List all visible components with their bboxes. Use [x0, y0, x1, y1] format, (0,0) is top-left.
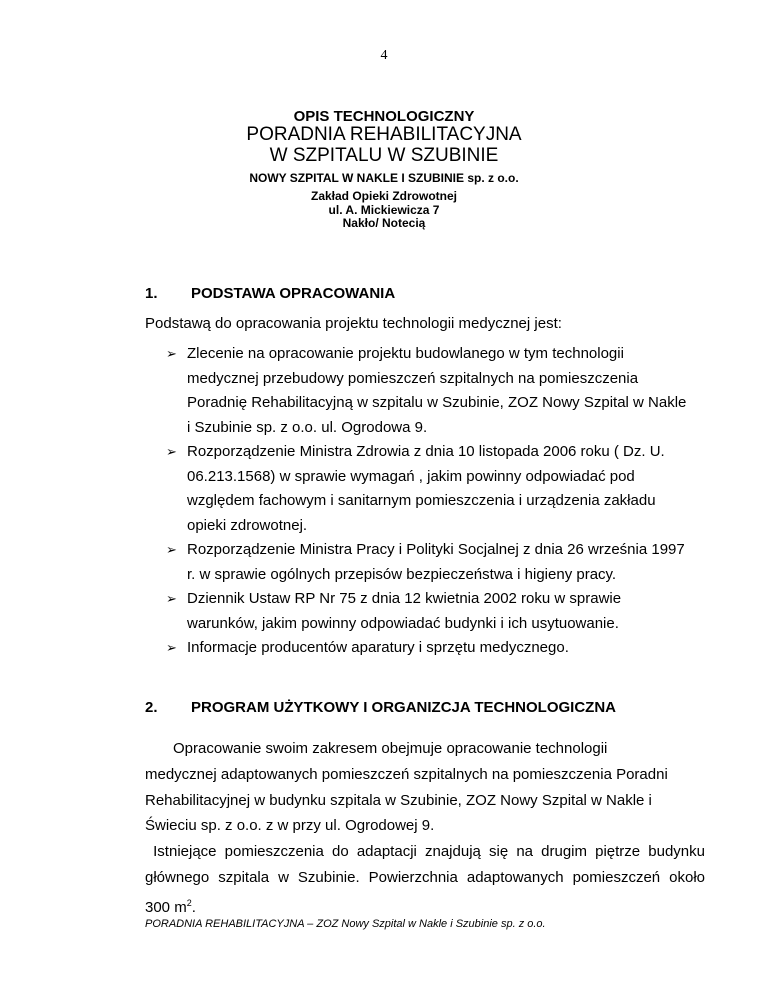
title-line-2: W SZPITALU W SZUBINIE: [269, 145, 499, 166]
paragraph-line: Świeciu sp. z o.o. z w przy ul. Ogrodowej 9.: [145, 817, 435, 835]
arrow-bullet-icon: ➢: [166, 640, 177, 655]
arrow-bullet-icon: ➢: [166, 346, 177, 361]
page-footer: PORADNIA REHABILITACYJNA – ZOZ Nowy Szpital w Nakle i Szubinie sp. z o.o.: [145, 918, 546, 930]
section-1-title: PODSTAWA OPRACOWANIA: [191, 285, 396, 302]
list-item: ➢ Dziennik Ustaw RP Nr 75 z dnia 12 kwietnia 2002 roku w sprawie warunków, jakim powinny odpowiadać budynki i ich usytuowanie.: [166, 587, 706, 636]
list-item: ➢ Rozporządzenie Ministra Pracy i Polityki Socjalnej z dnia 26 września 1997 r. w sprawie ogólnych przepisów bezpieczeństwa i higieny pracy.: [166, 538, 706, 587]
paragraph-line: medycznej adaptowanych pomieszczeń szpitalnych na pomieszczenia Poradni: [145, 765, 668, 783]
section-2-body: [145, 736, 705, 921]
area-line: 300 $m^2$.: [145, 897, 196, 916]
list-item: ➢ Zlecenie na opracowanie projektu budowlanego w tym technologii medycznej przebudowy pomieszczeń szpitalnych na pomieszczenia Poradnię Rehabilitacyjną w szpitalu w Szubinie, ZOZ Nowy Szpital w Nakle i Szubinie sp. z o.o. ul. Ogrodowa 9.: [166, 342, 706, 440]
arrow-bullet-icon: ➢: [166, 444, 177, 459]
paragraph-line: Opracowanie swoim zakresem obejmuje opracowanie technologii: [173, 740, 608, 757]
area-superscript: 2: [186, 897, 192, 908]
area-value: 300 m: [145, 898, 187, 916]
document-title: [0, 124, 768, 166]
paragraph-line: Rehabilitacyjnej w budynku szpitala w Szubinie, ZOZ Nowy Szpital w Nakle i: [145, 791, 652, 809]
address-line: Nakło/ Notecią: [342, 216, 426, 230]
paragraph-line: głównego szpitala w Szubinie. Powierzchnia adaptowanych pomieszczeń około: [145, 868, 705, 886]
arrow-bullet-icon: ➢: [166, 542, 177, 557]
section-1-number: 1.: [145, 285, 158, 302]
section-1-intro: Podstawą do opracowania projektu technologii medycznej jest:: [145, 315, 562, 332]
section-2-number: 2.: [145, 699, 158, 716]
arrow-bullet-icon: ➢: [166, 591, 177, 606]
requirements-list: [166, 342, 706, 661]
address-line: ul. A. Mickiewicza 7: [328, 202, 440, 217]
address-line: Zakład Opieki Zdrowotnej: [310, 189, 458, 203]
list-item: ➢ Rozporządzenie Ministra Zdrowia z dnia 10 listopada 2006 roku ( Dz. U. 06.213.1568) w sprawie wymagań , jakim powinny odpowiadać pod względem fachowym i sanitarnym pomieszczenia i urządzenia zakładu opieki zdrowotnej.: [166, 440, 706, 538]
address-block: [0, 190, 768, 231]
section-2-title: PROGRAM UŻYTKOWY I ORGANIZCJA TECHNOLOGICZNA: [191, 699, 616, 716]
list-item: ➢ Informacje producentów aparatury i sprzętu medycznego.: [166, 636, 706, 661]
company-name: NOWY SZPITAL W NAKLE I SZUBINIE sp. z o.o.: [249, 171, 519, 185]
title-line-1: PORADNIA REHABILITACYJNA: [246, 124, 522, 145]
page-number: 4: [380, 48, 388, 63]
paragraph-line: Istniejące pomieszczenia do adaptacji znajdują się na drugim piętrze budynku: [145, 843, 705, 861]
doc-type-heading: OPIS TECHNOLOGICZNY: [293, 108, 475, 125]
